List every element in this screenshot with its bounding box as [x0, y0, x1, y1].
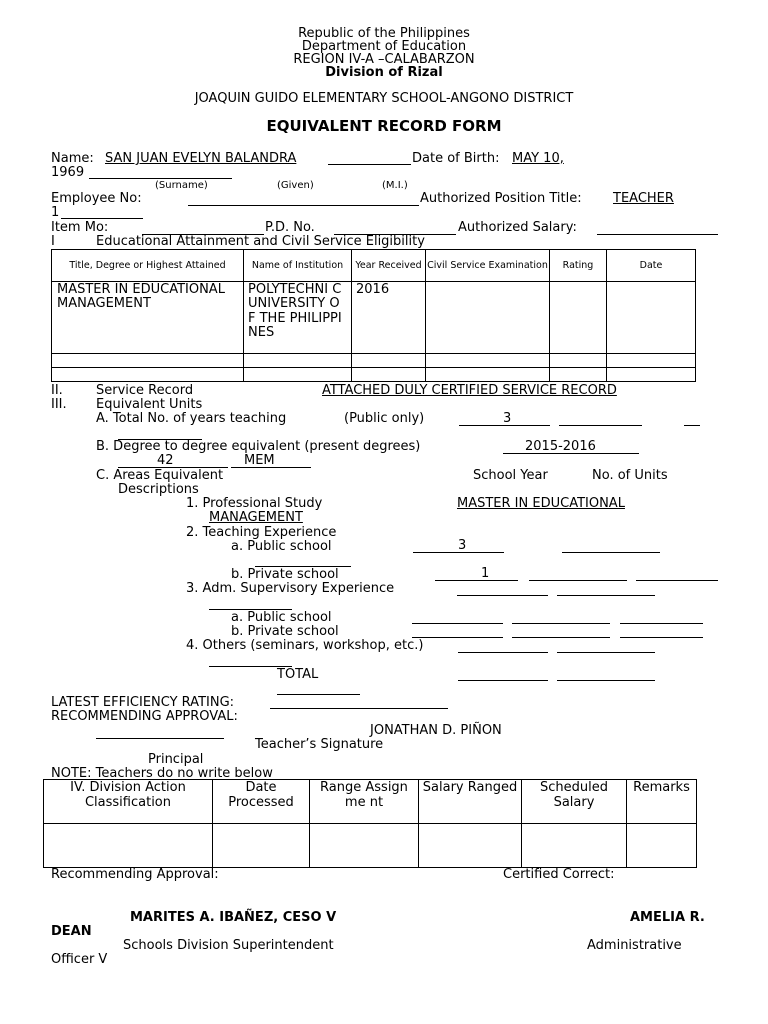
dob-year: 1969	[51, 165, 85, 180]
year-cell: 2016	[352, 282, 426, 354]
superintendent-title: Schools Division Superintendent	[123, 938, 334, 953]
private-school-label: b. Private school	[231, 567, 339, 582]
position-label: Authorized Position Title:	[420, 191, 582, 206]
table-row	[52, 282, 696, 354]
teaching-experience-label: 2. Teaching Experience	[186, 525, 337, 540]
table-row	[52, 354, 696, 368]
principal-label: Principal	[148, 752, 204, 767]
degree-equivalent-units: 42	[157, 453, 174, 468]
note-text: NOTE: Teachers do no write below	[51, 766, 273, 781]
section-1-title: Educational Attainment and Civil Service Eligibility	[96, 234, 425, 249]
col-range-header: Range Assignme nt	[310, 780, 419, 824]
supervisory-private-label: b. Private school	[231, 624, 339, 639]
officer-name-2: DEAN	[51, 924, 92, 939]
private-school-value: 1	[481, 566, 490, 581]
name-label: Name:	[51, 151, 94, 166]
years-teaching-value: 3	[503, 411, 512, 426]
given-caption: (Given)	[277, 180, 314, 191]
col-year-header: Year Received	[352, 250, 426, 282]
officer-title-2: Officer V	[51, 952, 108, 967]
recommending-approval-label: RECOMMENDING APPROVAL:	[51, 709, 238, 724]
total-label: TOTAL	[277, 667, 319, 682]
table-row	[44, 824, 697, 868]
professional-study-value: MASTER IN EDUCATIONAL	[457, 496, 625, 511]
date-cell	[607, 282, 696, 354]
pd-label: P.D. No.	[265, 220, 315, 235]
public-school-value: 3	[458, 538, 467, 553]
service-record-value: ATTACHED DULY CERTIFIED SERVICE RECORD	[322, 383, 617, 398]
col-exam-header: Civil Service Examination	[426, 250, 550, 282]
footer-recommending: Recommending Approval:	[51, 867, 219, 882]
signer-role: Teacher’s Signature	[255, 737, 384, 752]
table-row	[52, 368, 696, 382]
officer-title: Administrative	[587, 938, 682, 953]
col-institution-header: Name of Institution	[244, 250, 352, 282]
surname-caption: (Surname)	[155, 180, 208, 191]
col-classification-header: IV. Division Action Classification	[44, 780, 213, 824]
header-line-1: Republic of the Philippines	[298, 26, 470, 41]
footer-certified: Certified Correct:	[503, 867, 615, 882]
exam-cell	[426, 282, 550, 354]
degree-cell: MASTER IN EDUCATIONAL MANAGEMENT	[52, 282, 244, 354]
supervisory-experience-label: 3. Adm. Supervisory Experience	[186, 581, 395, 596]
descriptions-label: Descriptions	[118, 482, 199, 497]
equivalent-units-label: Equivalent Units	[96, 397, 203, 412]
rating-cell	[550, 282, 607, 354]
years-teaching-label: A. Total No. of years teaching	[96, 411, 287, 426]
others-label: 4. Others (seminars, workshop, etc.)	[186, 638, 424, 653]
areas-equivalent-label: C. Areas Equivalent	[96, 468, 224, 483]
dob-label: Date of Birth:	[412, 151, 500, 166]
position-value-2: 1	[51, 205, 60, 220]
school-name: JOAQUIN GUIDO ELEMENTARY SCHOOL-ANGONO DISTRICT	[194, 91, 574, 106]
mi-caption: (M.I.)	[382, 180, 408, 191]
professional-study-label: 1. Professional Study	[186, 496, 323, 511]
degree-equivalent-degree: MEM	[244, 453, 275, 468]
header-line-2: Department of Education	[301, 39, 467, 54]
col-date-header: Date	[607, 250, 696, 282]
institution-cell: POLYTECHNI C UNIVERSITY OF THE PHILIPPINES	[244, 282, 352, 354]
units-column: No. of Units	[592, 468, 668, 483]
name-value: SAN JUAN EVELYN BALANDRA	[105, 151, 297, 166]
public-school-label: a. Public school	[231, 539, 332, 554]
salary-label: Authorized Salary:	[458, 220, 577, 235]
supervisory-public-label: a. Public school	[231, 610, 332, 625]
position-value: TEACHER	[613, 191, 674, 206]
superintendent-name: MARITES A. IBAÑEZ, CESO V	[130, 910, 337, 925]
col-rating-header: Rating	[550, 250, 607, 282]
col-scheduled-salary-header: Scheduled Salary	[522, 780, 627, 824]
item-label: Item Mo:	[51, 220, 109, 235]
efficiency-rating-label: LATEST EFFICIENCY RATING:	[51, 695, 235, 710]
employee-label: Employee No:	[51, 191, 142, 206]
division-action-table	[43, 779, 697, 868]
section-3-number: III.	[51, 397, 67, 412]
degree-equivalent-year: 2015-2016	[525, 439, 596, 454]
header-line-3: REGION IV-A –CALABARZON	[293, 52, 475, 67]
education-table	[51, 249, 696, 382]
degree-equivalent-label: B. Degree to degree equivalent (present degrees)	[96, 439, 421, 454]
officer-name: AMELIA R.	[630, 910, 705, 925]
form-title: EQUIVALENT RECORD FORM	[266, 117, 502, 135]
header-division: Division of Rizal	[325, 65, 443, 80]
col-date-processed-header: Date Processed	[213, 780, 310, 824]
section-2-number: II.	[51, 383, 63, 398]
section-1-number: I	[51, 234, 55, 249]
col-remarks-header: Remarks	[627, 780, 697, 824]
col-degree-header: Title, Degree or Highest Attained	[52, 250, 244, 282]
school-year-column: School Year	[473, 468, 548, 483]
professional-study-value-2: MANAGEMENT	[209, 510, 303, 525]
signer-name: JONATHAN D. PIÑON	[370, 723, 502, 738]
service-record-label: Service Record	[96, 383, 194, 398]
years-teaching-note: (Public only)	[344, 411, 425, 426]
col-salary-ranged-header: Salary Ranged	[419, 780, 522, 824]
dob-value: MAY 10,	[512, 151, 564, 166]
